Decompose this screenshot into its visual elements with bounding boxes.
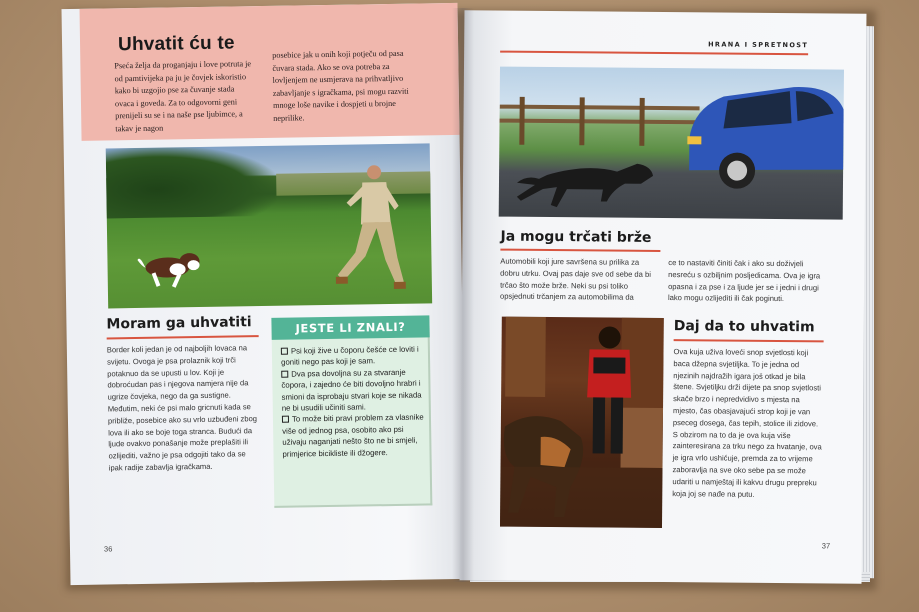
book-spine [452, 8, 474, 582]
section-body-catch: Border koli jedan je od najboljih lovaca na svijetu. Ovoga je psa prolaznik koji trči potaknuo da se upusti u lov. Koji je dobroćudan pas i njegova namjera nije da ugrize čovjeka, nego da ga sustigne. Međutim, neki će psi malo gricnuti kada se približe, posebice ako su vrlo uzbuđeni zbog lova ili ako se boje toga stranca. Budući da ljude ovakvo ponašanje može preplašiti ili ozlijediti, važno je psa odgojiti tako da se ipak radije zabavlja igračkama. [106, 343, 258, 473]
running-head-rule [500, 51, 808, 55]
did-you-know-item: To može biti pravi problem za vlasnike više od jednog psa, osobito ako psi uživaju naganjati nešto što ne bi smjeli, primjerice bicikliste ili džogere. [282, 412, 424, 459]
did-you-know-title: JESTE LI ZNALI? [271, 315, 429, 339]
section-rule [674, 339, 824, 342]
section-title-run-faster: Ja mogu trčati brže [500, 228, 652, 246]
blue-car-figure [683, 78, 844, 191]
section-body-run-faster-col1: Automobili koji jure savršena su prilika za dobru utrku. Ovaj pas daje sve od sebe da bi trčao što može brže. Neki su psi toliko opsjednuti trčanjem za automobilima da [499, 256, 651, 303]
right-page [460, 10, 867, 583]
fence-figure [499, 97, 699, 149]
running-head: HRANA I SPRETNOST [708, 40, 809, 50]
checkbox-bullet-icon [281, 370, 288, 377]
intro-column-2: posebice jak u onih koji potječu od pasa čuvara stada. Ako se ova potreba za lovljenjem ne usmjerava na prihvatljivo zabavljanje s igračkama, psi mogu razviti mnoge loše navike i dospjeti u brojne neprilike. [272, 48, 409, 123]
page-number-left: 36 [103, 544, 113, 554]
section-rule [500, 249, 660, 252]
child-and-dog-figure [500, 317, 664, 528]
photo-dog-chasing-car [499, 67, 844, 220]
photo-child-with-dog [500, 317, 664, 528]
did-you-know-list [281, 344, 425, 460]
section-title-catch: Moram ga uhvatiti [106, 314, 252, 333]
checkbox-bullet-icon [281, 348, 288, 355]
left-page [62, 3, 467, 585]
photo-man-and-dog [106, 143, 432, 308]
section-body-let-me-catch: Ova kuja uživa loveći snop svjetlosti koji baca džepna svjetiljka. To je jedna od njezinih najdražih igara još otkad je bila štene. Svjetiljku drži dijete pa snop svjetlosti skače brzo i nepredvidivo s mjesta na mjesto, čas obasjavajući strop koji je van pseceg dosega, čas tepih, stolice ili zidove. S obzirom na to da je ova kuja više zainteresirana za trku nego za hvatanje, ova je igra vrlo ushićuje, premda za to vrijeme zaboravlja na sve oko sebe pa se može udariti u namještaj ili kakvu drugu prepreku koja joj se nađe na putu. [672, 347, 822, 499]
page-title: Uhvatit ću te [117, 32, 235, 56]
black-dog-figure [517, 149, 658, 210]
section-rule [107, 335, 259, 339]
section-body-run-faster-col2: ce to nastaviti činiti čak i ako su doživjeli nesreću s ozbiljnim posljedicama. Ova je igra opasna i za pse i za ljude jer se i jedni i drugi lako mogu ozlijediti ili čak poginuti. [667, 258, 821, 304]
border-collie-figure [137, 245, 208, 290]
intro-column-1: Pseća želja da proganjaju i love potruta je od pamtivijeka pa ju je čovjek iskoristio kako bi uzgojio pse za čuvanje stada ovaca i goveda. Za to odgovorni geni prenijeli su se i na naše pse ljubimce, a takav je nagon [114, 59, 252, 133]
section-title-let-me-catch: Daj da to uhvatim [673, 318, 815, 336]
running-man-figure [334, 162, 406, 293]
did-you-know-item: Dva psa dovoljna su za stvaranje čopora, i zajedno će biti dovoljno hrabri i smioni da isprobaju stvari koje se nikada ne bi usudili učiniti sami. [281, 367, 422, 413]
page-number-right: 37 [821, 541, 831, 551]
did-you-know-item: Psi koji žive u čoporu češće ce loviti i goniti nego pas koji je sam. [281, 344, 419, 368]
checkbox-bullet-icon [282, 416, 289, 423]
